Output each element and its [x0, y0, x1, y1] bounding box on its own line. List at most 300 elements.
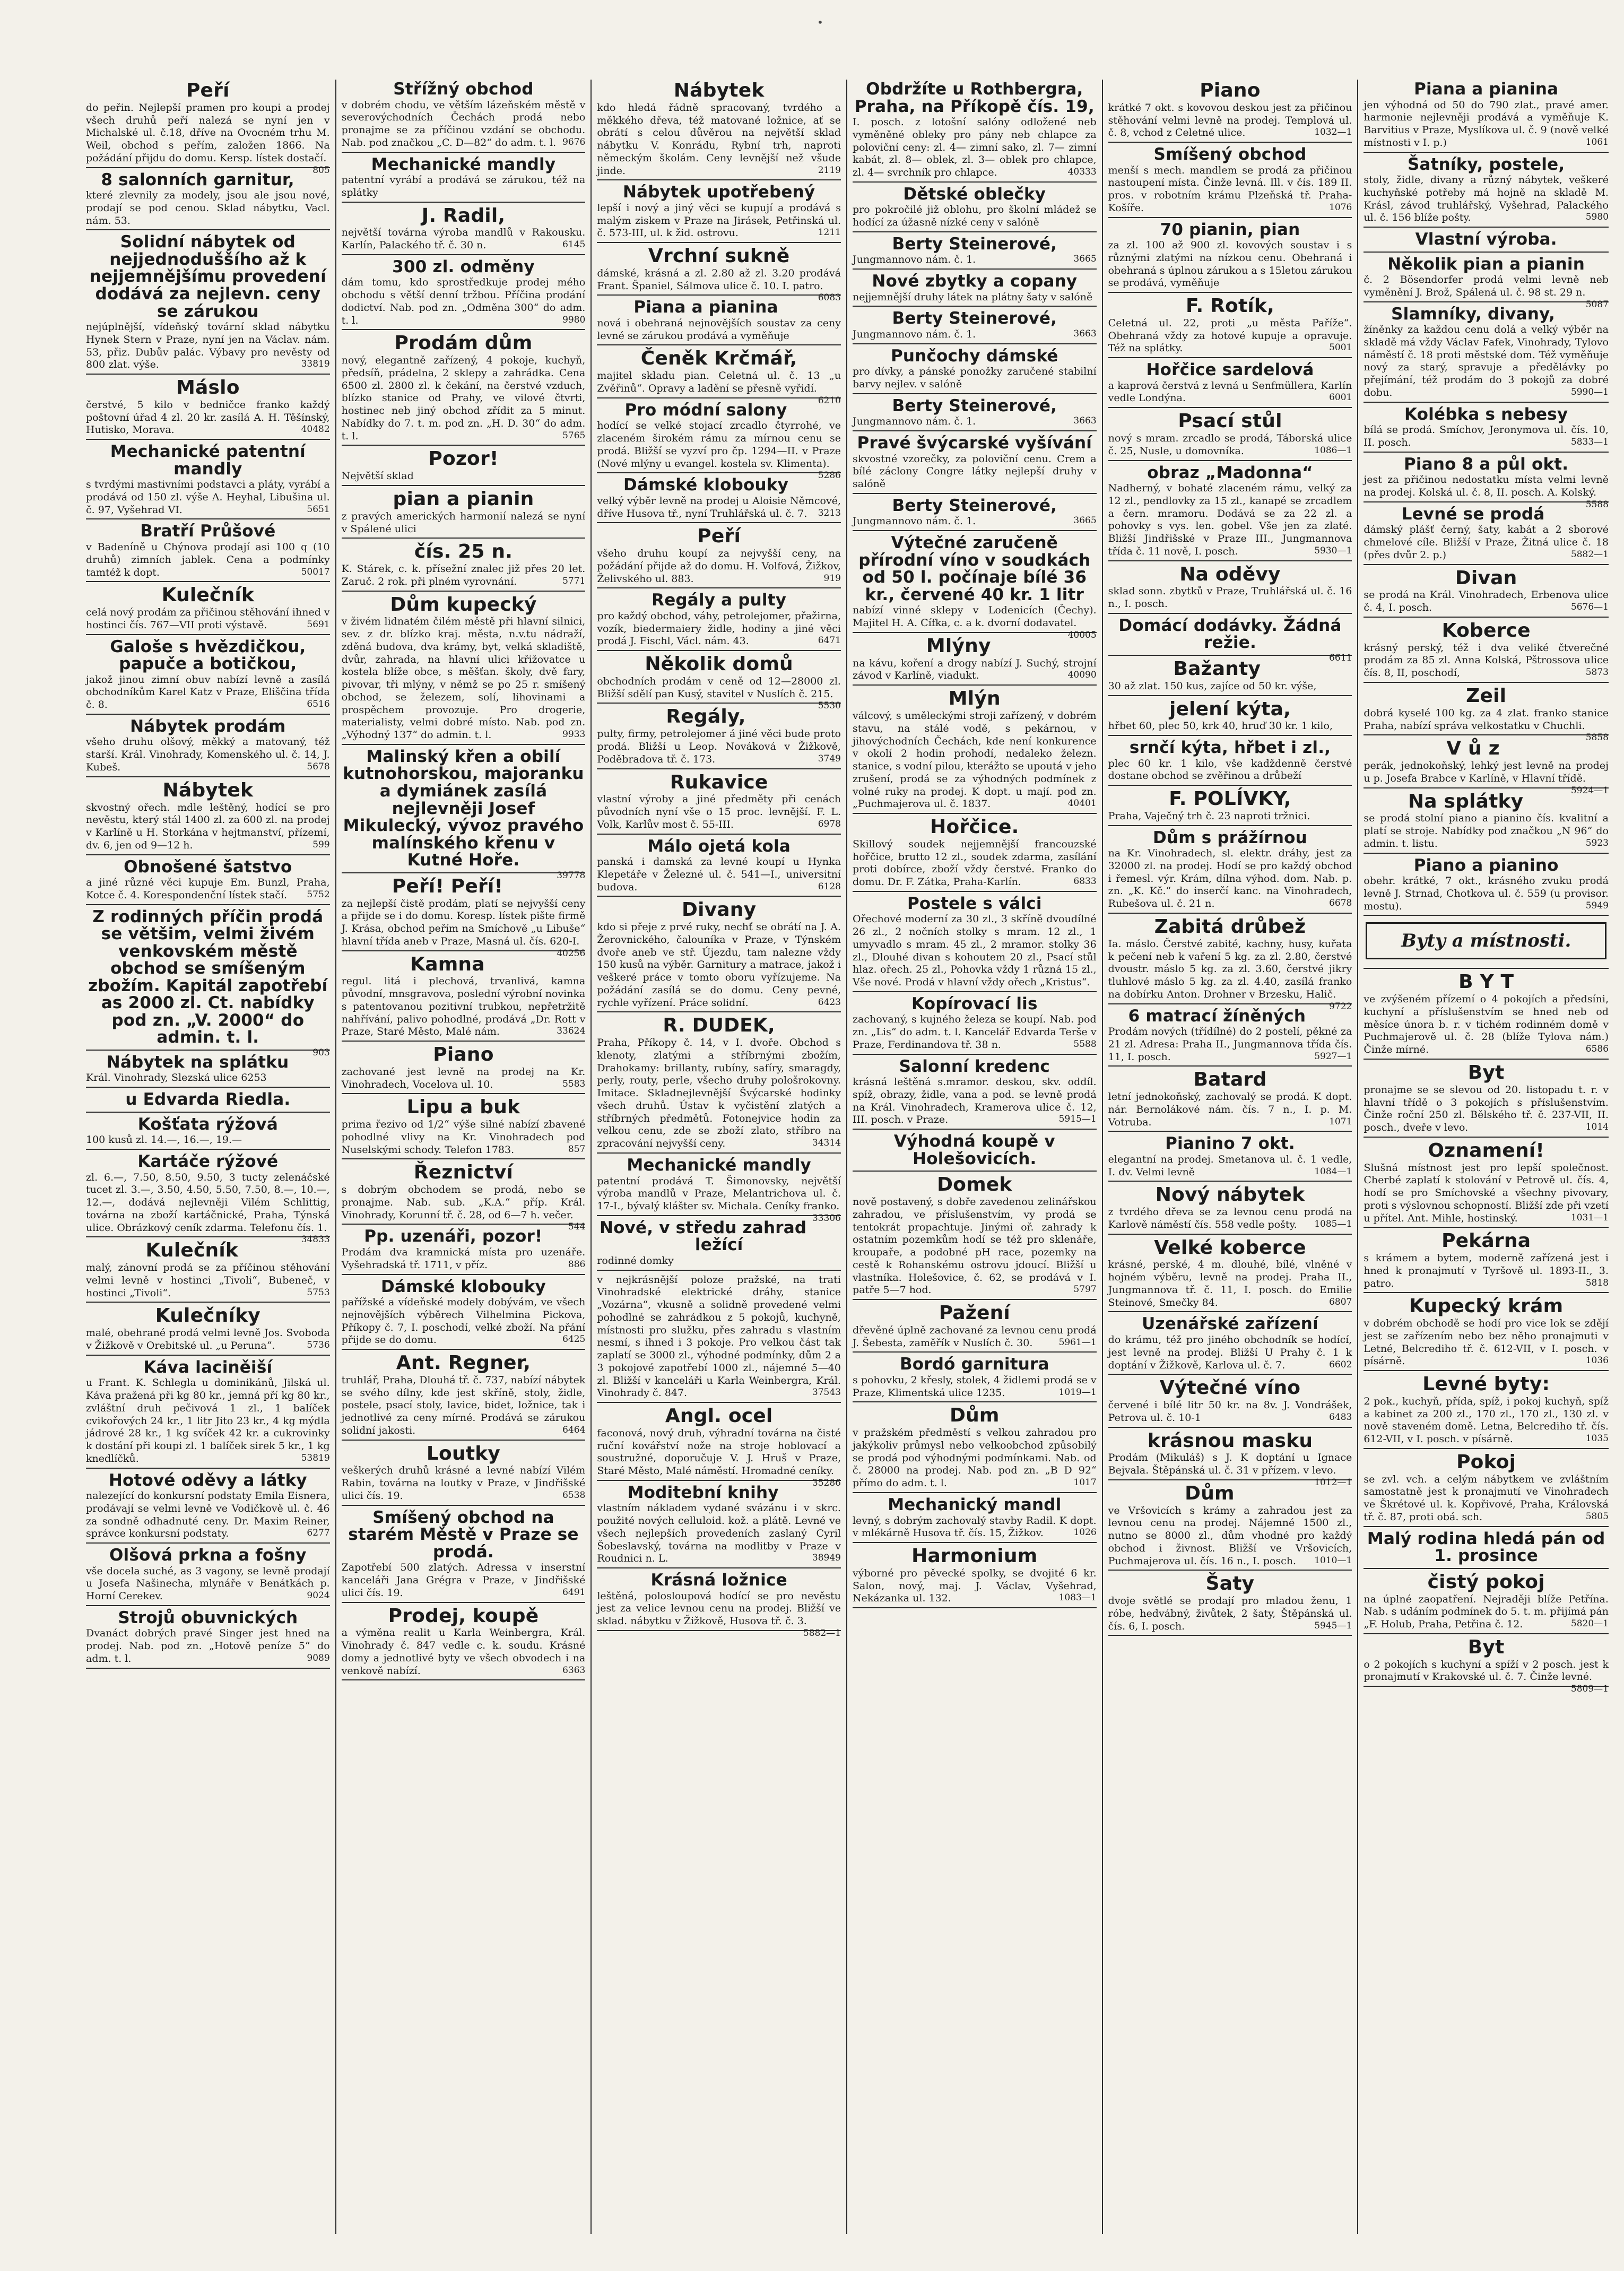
ad-number: 5961—1	[1058, 1337, 1097, 1348]
classified-ad	[853, 81, 1097, 183]
ad-number: 857	[568, 1143, 586, 1155]
ad-text: s krámem a bytem, moderně zařízená jest i hned k pronajmutí v Tyršově ul. 1893-II., 3. patro. 5818	[1364, 1252, 1609, 1289]
ad-headline: Divan	[1455, 567, 1517, 589]
ad-headline: Piano 8 a půl okt.	[1404, 454, 1569, 474]
classified-ad	[1108, 1315, 1352, 1375]
ad-text: stoly, židle, divany a různý nábytek, veškeré kuchyňské potřeby má hojně na skladě M. Krásl, závod truhlářský, Vyšehrad, Palackého ul. č. 156 blíže pošty. 5980	[1364, 174, 1609, 224]
classified-ad	[86, 718, 330, 777]
classified-ad	[853, 636, 1097, 686]
classified-ad	[86, 1306, 330, 1355]
ad-text: do peřin. Nejlepší pramen pro koupi a prodej všech druhů peří nalezá se nyní jen v Michalské ul. č.18, dříve na Ovocném trhu M. Weil, obchod s peřím, založen 1866. Na požádání přijdu do domu. Kersp. lístek dostačí. 805	[86, 101, 330, 176]
ad-text: a výměna realit u Karla Weinbergra, Král. Vinohrady č. 847 vedle c. k. soudu. Krásné domy a jednotlivé byty ve všech obvodech i na venkově nabízí. 6363	[341, 1627, 586, 1677]
ad-number: 6128	[818, 881, 841, 892]
ad-text: Celetná ul. 22, proti „u města Paříže“. Obehraná vždy za hotové kupuje a opravuje. Též na splátky. 5001	[1108, 317, 1352, 354]
ad-text: patentní vyrábí a prodává se zárukou, též na splátky	[341, 174, 586, 198]
ad-text: Prodám nových (třídílné) do 2 postelí, pěkné za 21 zl. Adresa: Praha II., Jungmannova třída čís. 11, I. posch. 5927—1	[1108, 1026, 1352, 1063]
classified-ad	[1108, 1070, 1352, 1132]
ad-text: plec 60 kr. 1 kilo, vše kadždenně čerstvé dostane obchod se zvěřinou a drůbeží	[1108, 757, 1352, 782]
ad-headline: Malý rodina hledá pán od 1. prosince	[1367, 1529, 1605, 1566]
ad-headline: Pravé švýcarské vyšívání	[857, 434, 1092, 453]
classified-ad	[1364, 1141, 1609, 1228]
ad-text: které zlevnily za modely, jsou ale jsou nové, prodají se pod cenou. Sklad nábytku, Vacl. nám. 53.	[86, 189, 330, 227]
ad-number: 5990—1	[1570, 386, 1609, 397]
ad-number: 599	[312, 839, 330, 850]
ad-headline: Galoše s hvězdičkou, papuče a botičkou,	[110, 637, 306, 674]
ad-headline: Berty Steinerové,	[892, 496, 1057, 515]
ad-text: v pražském předměstí s velkou zahradou pro jakýkoliv průmysl nebo velkoobchod způsobilý se prodá pod výhodnými podmínkami. Nab. od č. 28000 na prodej. Nab. pod zn. „B D 92“ přímo do adm. t. l. 1017	[852, 1427, 1097, 1489]
ad-headline: Piano a pianino	[1413, 855, 1559, 875]
classified-ad	[597, 476, 841, 523]
ad-headline: Košťata rýžová	[137, 1114, 278, 1134]
ad-headline: Berty Steinerové,	[892, 234, 1057, 254]
ad-text: zachované jest levně na prodej na Kr. Vinohradech, Vocelova ul. 10. 5583	[341, 1065, 586, 1090]
ad-number: 5820—1	[1570, 1618, 1609, 1629]
classified-ad	[1108, 81, 1352, 143]
ad-headline: Pažení	[939, 1302, 1010, 1324]
ad-headline: Nábytek	[162, 779, 254, 801]
ad-number: 1061	[1585, 136, 1609, 148]
classified-ad	[597, 184, 841, 243]
ad-headline: Obnošené šatstvo	[124, 857, 292, 877]
ad-text: dámský plášť černý, šaty, kabát a 2 sborové chmelové cíle. Bližší v Praze, Žitná ulice č. 18 (přes dvůr 2. p.) 5882—1	[1364, 524, 1609, 561]
ad-number: 1071	[1329, 1116, 1352, 1127]
ad-headline: Kartáče rýžové	[137, 1152, 279, 1172]
classified-ad	[342, 1045, 586, 1094]
ad-number: 6083	[818, 292, 841, 304]
classified-ad	[853, 995, 1097, 1055]
ad-headline: Divany	[682, 899, 757, 921]
ad-headline: Solidní nábytek od nejjednoduššího až k nejjemnějšímu provedení dodává za nejlevn. ceny se zárukou	[89, 232, 326, 321]
ad-text: a kaprová čerstvá z levná u Senfmüllera, Karlín vedle Londýna. 6001	[1108, 379, 1352, 404]
ad-headline: Nový nábytek	[1155, 1184, 1305, 1206]
ad-headline: Pozor!	[428, 448, 499, 470]
ad-text: dvoje světlé se prodají pro mladou ženu, 1 róbe, hedvábný, živůtek, 2 šaty, Štěpánská ul. čís. 6, I. posch. 5945—1	[1108, 1595, 1352, 1632]
ad-text: krásné, perské, 4 m. dlouhé, bílé, vlněné v hojném výběru, levně na prodej. Praha II., Jungmannova tř. č. 11, I. posch. do Emilie Steinové, Smečky 84. 6807	[1108, 1259, 1352, 1308]
classified-ad	[86, 1152, 330, 1245]
ad-headline: Mechanické patentní mandly	[110, 442, 306, 479]
classified-ad	[597, 1484, 841, 1568]
ad-headline: Kolébka s nebesy	[1404, 404, 1568, 424]
ad-number: 5087	[1585, 299, 1609, 310]
ad-text: rodinné domky	[597, 1254, 674, 1267]
ad-headline: F. POLÍVKY,	[1169, 788, 1291, 810]
ad-number: 5797	[1073, 1284, 1097, 1295]
ad-text: kdo si přeje z prvé ruky, nechť se obrátí na J. A. Žerovnického, čalouníka v Praze, v Týnském dvoře aneb ve stř. Újezdu, tam nalezne vždy 150 kusů na výběr. Garnitury a matrace, jakož i veškeré práce v tomto oboru vyřízujeme. Na požádání zasílá se do domu. Ceny pevné, rychle vyřízení. Práce solidní. 6423	[597, 921, 841, 1009]
classified-ad	[86, 1472, 330, 1544]
ad-headline: Dům	[950, 1405, 1000, 1427]
ad-number: 6611	[1329, 652, 1352, 663]
classified-ad	[597, 1016, 841, 1154]
classified-ad	[342, 258, 586, 331]
ad-headline: Prodám dům	[394, 332, 533, 354]
classified-ad	[1364, 1530, 1609, 1569]
ad-number: 9933	[562, 729, 586, 740]
ad-headline: 70 pianin, pian	[1160, 220, 1300, 239]
ad-headline: Punčochy dámské	[890, 346, 1058, 366]
ad-headline: Prodej, koupě	[388, 1605, 539, 1627]
ad-headline: 6 matrací žíněných	[1128, 1006, 1306, 1026]
classified-ad	[1108, 1429, 1352, 1488]
ad-headline: Několik pian a pianin	[1387, 254, 1585, 274]
classified-ad	[597, 1274, 841, 1403]
ad-number: 6471	[818, 635, 841, 646]
ad-text: 2 pok., kuchyň, přída, spíž, i pokoj kuchyň, spíž a kabinet za 200 zl., 170 zl., 170 zl., 130 zl. v nově staveném domě. Letna, Belcrediho tř. čís. 612-VII, v I. posch. v písárně. 1035	[1364, 1395, 1609, 1445]
classified-ad	[86, 859, 330, 905]
classified-ad	[86, 443, 330, 519]
ad-text: ve Vršovicích s krámy a zahradou jest za levnou cenu na prodej. Nájemné 1500 zl., nutno se 8000 zl., dům vhodné pro každý obchod i živnost. Bližší ve Vršovicích, Puchmajerova ul. čís. 16 n., I. posch. 1010—1	[1108, 1504, 1352, 1567]
ad-headline: Máslo	[176, 377, 240, 399]
classified-ad	[342, 1097, 586, 1159]
ad-number: 5980	[1585, 212, 1609, 223]
ad-text: Prodám (Mikuláš) s J. K doptání u Ignace Bejvala. Štěpánská ul. č. 31 v přízem. v levo. 1012—1	[1108, 1452, 1352, 1488]
classified-ad	[597, 653, 841, 712]
ad-text: v dobrém chodu, ve větším lázeňském městě v severovýchodních Čechách prodá nebo pronajme se za příčinou vzdání se obchodu. Nab. pod značkou „C. D—82“ do adm. t. l. 9676	[341, 99, 586, 149]
classified-ad	[1364, 231, 1609, 253]
classified-ad	[1364, 738, 1609, 796]
ad-text: všeho druhu koupí za nejvyšší ceny, na požádání přijde až do domu. H. Volfová, Žižkov, Želivského ul. 883. 919	[597, 548, 841, 585]
ad-headline: Hořčice.	[930, 816, 1019, 838]
ad-headline: Střížný obchod	[393, 80, 534, 99]
ad-text: Největší sklad	[341, 470, 414, 482]
ad-number: 1017	[1073, 1477, 1097, 1488]
ad-text: velký výběr levně na prodej u Aloisie Němcové, dříve Husova tř., nyní Truhlářská ul. č. 7. 3213	[597, 495, 841, 519]
ad-number: 1035	[1585, 1433, 1609, 1444]
classified-ad	[342, 489, 586, 539]
classified-ad	[597, 81, 841, 180]
classified-ad	[1108, 616, 1352, 663]
ad-headline: Malinský křen a obilí kutnohorskou, majoranku a dymiánek zasílá nejlevněji Josef Mikulecký, vývoz pravého malínského křenu v Kutné Hoře.	[343, 747, 584, 870]
ad-text: dřevěné úplně zachované za levnou cenu prodá J. Šebesta, zaměřík v Nuslích č. 30. 5961—1	[852, 1324, 1097, 1349]
ad-headline: Moditební knihy	[627, 1483, 779, 1502]
ad-number: 6001	[1329, 392, 1352, 403]
ad-headline: Batard	[1193, 1069, 1267, 1091]
classified-ad	[1364, 1231, 1609, 1293]
classified-ad	[1364, 81, 1609, 153]
classified-ad	[86, 1241, 330, 1303]
classified-ad	[1364, 857, 1609, 916]
ad-headline: Mlýn	[948, 688, 1001, 710]
ad-text: I. posch. z lotošní salóny odložené neb vyměněné obleky pro pány neb chlapce za poloviční ceny: zl. 4— zimní sako, zl. 7— zimní kabát, zl. 8— oblek, zl. 3— oblek pro chlapce, zl. 4— svrchník pro chlapce. 40333	[852, 116, 1097, 179]
ad-text: sklad sonn. zbytků v Praze, Truhlářská ul. č. 16 n., I. posch.	[1108, 585, 1352, 610]
ad-headline: čistý pokoj	[1427, 1571, 1545, 1593]
classified-ad	[1108, 1135, 1352, 1182]
ad-text: nový, elegantně zařízený, 4 pokoje, kuchyň, předsíň, prádelna, 2 sklepy a zahrádka. Cena 6500 zl. 2800 zl. k čekání, na čerstvé vzduch, blízko stanice od Prahy, ve vilové čtvrti, hostinec neb jiný obchod zřídit za 5 minut. Nabídky do 7. t. m. pod zn. „H. D. 30“ do adm. t. l. 5765	[341, 354, 586, 442]
ad-text: elegantní na prodej. Smetanova ul. č. 1 vedle, I. dv. Velmi levně 1084—1	[1108, 1153, 1352, 1178]
ad-number: 6210	[818, 395, 841, 406]
ad-text: jest za přičinou nedostatku místa velmi levně na prodej. Kolská ul. č. 8, II. posch. A. Kolský. 5588	[1364, 474, 1609, 510]
ad-text: krásná leštěná s.mramor. deskou, skv. oddíl. spíž, obrazy, židle, vana a pod. se levně prodá na Král. Vinohradech, Kramerova ulice č. 12, III. posch. v Praze. 5915—1	[852, 1076, 1097, 1126]
ad-headline: Smíšený obchod na starém Městě v Praze se prodá.	[348, 1507, 579, 1562]
ad-text: se prodá stolní piano a pianino čís. kvalitní a platí se stroje. Nabídky pod značkou „N 96“ do admin. t. listu. 5923	[1364, 812, 1609, 850]
ad-headline: Levné byty:	[1422, 1373, 1550, 1395]
ad-text: čerstvé, 5 kilo v bedničce franko každý poštovní úřad 4 zl. 20 kr. zasílá A. H. Těšínský, Hutisko, Morava. 40482	[86, 398, 330, 436]
ad-headline: Nábytek prodám	[130, 716, 286, 736]
section-heading: Byty a místnosti.	[1366, 922, 1606, 959]
ad-text: prima řezivo od 1/2“ výše silné nabízí zbavené pohodlné vlivy na Kr. Vinohradech pod Nuselskými schody. Telefon 1783. 857	[341, 1119, 586, 1156]
ad-text: Jungmannovo nám. č. 1. 3665	[852, 515, 1097, 527]
classified-ad	[1108, 829, 1352, 914]
ad-number: 5882—1	[803, 1627, 841, 1639]
column-2	[336, 80, 592, 2234]
ad-headline: Kupecký krám	[1409, 1295, 1564, 1317]
ad-number: 1083—1	[1058, 1592, 1097, 1603]
classified-ad	[853, 435, 1097, 494]
ad-number: 1211	[818, 227, 841, 238]
classified-ad	[1108, 699, 1352, 736]
classified-ad	[853, 1356, 1097, 1402]
classified-ad	[853, 397, 1097, 431]
ad-text: pro pokročilé již oblohu, pro školní mládež se hodící za úžasně nízké ceny v salóně	[852, 204, 1097, 229]
ad-text: 30 až zlat. 150 kus, zajíce od 50 kr. výše,	[1108, 680, 1317, 692]
ad-text: menší s mech. mandlem se prodá za přičinou nastoupení místa. Činže levná. Ill. v čís. 189 II. pros. v robotním krámu Plzeňská tř. Praha-Košíře. 1076	[1108, 164, 1352, 214]
ad-headline: Několik domů	[645, 653, 793, 675]
ad-headline: Nábytek na splátku	[106, 1052, 289, 1072]
ad-number: 6277	[307, 1528, 330, 1539]
classified-ad	[1108, 1484, 1352, 1571]
ad-text: pulty, firmy, petrolejomer á jiné věci bude proto prodá. Bližší u Leop. Nováková v Žižkově, Poděbradova tř. č. 173. 3749	[597, 728, 841, 765]
classified-ad	[1108, 659, 1352, 696]
classified-ad	[597, 348, 841, 406]
ad-text: Nadherný, v bohaté zlaceném rámu, velký za 12 zl., pendlovky za 15 zl., kanapé se zrcadlem a čern. mramoru. Dodává se za 22 zl. a pohovky s vys. len. gobel. Vše jen za zlaté. Bližší Jindřišské v Praze III., Jungmannova třída č. 11 nově, I. posch. 5930—1	[1108, 482, 1352, 557]
classified-ad	[853, 236, 1097, 270]
classified-ad	[853, 689, 1097, 814]
ad-headline: Výhodná koupě v Holešovicích.	[893, 1132, 1055, 1168]
classified-ad	[597, 707, 841, 769]
ad-number: 886	[568, 1259, 586, 1270]
ad-columns	[81, 80, 1614, 2234]
classified-ad	[86, 1609, 330, 1669]
ad-headline: Nábytek	[673, 80, 765, 101]
ad-text: v živém lidnatém čilém městě při hlavní silnici, sev. z dr. blízko kraj. města, n.v.tu nádraží, zděná budova, dva krámy, byt, velká skladiště, dvůr, zahrada, na hlavní ulici křižovatce u kostela blíže obce, s měšťan. školy, dvě fary, pivovar, tři mlýny, v němž se po 25 r. smíšený obchod, se železem, solí, lihovinami a prospěchem provozuje. Pro drogerie, materialisty, velmi dobré místo. Nab. pod zn. „Výhodný 137“ do admin. t. l. 9933	[341, 616, 586, 741]
classified-ad	[342, 333, 586, 446]
classified-ad	[1364, 621, 1609, 683]
ad-number: 9980	[562, 314, 586, 325]
ad-headline: Kulečník	[161, 584, 255, 606]
ad-text: červené i bílé litr 50 kr. na 8v. J. Vondrášek, Petrova ul. č. 10-1 6483	[1108, 1399, 1352, 1424]
ad-number: 5949	[1585, 900, 1609, 911]
ad-text: hřbet 60, plec 50, krk 40, hruď 30 kr. 1 kilo,	[1108, 720, 1333, 732]
classified-ad	[1108, 1008, 1352, 1067]
ad-text: nejúplnější, vídeňský tovární sklad nábytku Hynek Stern v Praze, nyní jen na Václav. nám. 53, přiz. Dubův palác. Výbavy pro nevěsty od 800 zlat. výše. 33819	[86, 321, 330, 371]
ad-headline: Dům kupecký	[390, 593, 537, 616]
ad-text: nový s mram. zrcadlo se prodá, Táborská ulice č. 25, Nusle, u domovníka. 1086—1	[1108, 432, 1352, 457]
ad-headline: u Edvarda Riedla.	[125, 1090, 291, 1110]
ad-number: 33819	[301, 359, 330, 370]
ad-number: 1085—1	[1314, 1218, 1352, 1229]
classified-ad	[342, 81, 586, 153]
ad-text: truhlář, Praha, Dlouhá tř. č. 737, nabízí nábytek se svého dílny, kde jest skříně, stoly, židle, postele, psací stoly, lavice, bidet, ložnice, tak i jednotlivé za ceny mírné. Prodává se zárukou solidní jakosti. 6464	[341, 1374, 586, 1436]
ad-headline: Dámské klobouky	[623, 475, 788, 495]
ad-text: krátké 7 okt. s kovovou deskou jest za přičinou stěhování velmi levně na prodej. Templová ul. č. 8, vchod z Celetné ulice. 1032—1	[1108, 101, 1352, 139]
page-top-mark: •	[817, 16, 823, 29]
ad-headline: Pianino 7 okt.	[1165, 1134, 1295, 1154]
ad-number: 38949	[812, 1553, 841, 1564]
ad-headline: Šaty	[1205, 1573, 1255, 1595]
ad-headline: Peří! Peří!	[392, 875, 503, 897]
ad-headline: Oznamení!	[1428, 1139, 1544, 1161]
classified-ad	[853, 1303, 1097, 1353]
ad-text: dámské, krásná a zl. 2.80 až zl. 3.20 prodává Frant. Španiel, Sálmova ulice č. 10. I. patro. 6083	[597, 267, 841, 304]
ad-text: Skillový soudek nejjemnější francouzské hořčice, brutto 12 zl., soudek zdarma, zasílání proti dobírce, zboží vždy čerstvé. Franko do domu. Dr. F. Zátka, Praha-Karlín. 6833	[852, 838, 1097, 888]
classified-ad	[342, 449, 586, 486]
ad-headline: srnčí kýta, hřbet i zl.,	[1129, 738, 1331, 758]
ad-text: celá nový prodám za přičinou stěhování ihned v hostinci čís. 767—VII proti výstavě. 5691	[86, 606, 330, 631]
ad-number: 6538	[562, 1489, 586, 1501]
classified-ad	[1108, 1378, 1352, 1427]
classifieds-page	[81, 80, 1614, 2234]
ad-text: s tvrdými mastivními podstavci a pláty, vyrábí a prodává od 150 zl. výše A. Heyhal, Libušina ul. č. 97, Vyšehrad VI. 5651	[86, 479, 330, 516]
ad-number: 5286	[818, 470, 841, 481]
ad-text: zl. 6.—, 7.50, 8.50, 9.50, 3 tucty zelenáčské tucet zl. 3.—, 3.50, 4.50, 5.50, 7.50, 8.—, 10.—, 12.—, dodává nejlevněji Vilém Schlittig, továrna na zboží kartáčnické, Praha, Týnská ulice. Obrázkový ceník zdarma. Telefonu čís. 1. 34833	[86, 1171, 330, 1245]
ad-text: za nejlepší čistě prodám, platí se nejvyšší ceny a přijde se i do domu. Koresp. lístek pište firmě J. Krása, obchod peřím na Smíchově „u Libuše“ hlavní třída aneb v Praze, Masná ul. čís. 620-I. 40256	[341, 897, 586, 959]
ad-headline: Hořčice sardelová	[1146, 360, 1314, 380]
ad-headline: Šatníky, postele,	[1407, 154, 1565, 174]
ad-headline: Domek	[937, 1174, 1012, 1196]
ad-text: hodící se velké stojací zrcadlo čtyrrohé, ve zlaceném širokém rámu za mírnou cenu se prodá. Bližší se vyzví pro čp. 1294—II. v Praze (Nové mlýny u evangel. kostela sv. Klimenta). 5286	[597, 420, 841, 481]
classified-ad	[86, 638, 330, 715]
ad-text: malý, zánovní prodá se za příčinou stěhování velmi levně v hostinci „Tivoli“, Bubeneč, v hostinci „Tivoli“. 5753	[86, 1262, 330, 1299]
ad-headline: pian a pianin	[393, 488, 534, 510]
ad-text: obchodních prodám v ceně od 12—28000 zl. Bližší sdělí pan Kusý, stavitel v Nuslích č. 215. 5530	[597, 675, 841, 712]
ad-number: 3213	[818, 507, 841, 518]
ad-headline: Z rodinných příčin prodá se většim, velmi živém venkovském městě obchod se smíšeným zbožím. Kapitál zapotřebí as 2000 zl. Ct. nabídky pod zn. „V. 2000“ do admin. t. l.	[88, 907, 328, 1047]
ad-headline: krásnou masku	[1147, 1429, 1313, 1452]
ad-number: 1086—1	[1314, 445, 1352, 456]
ad-headline: Peří	[186, 80, 230, 101]
ad-number: 6833	[1073, 876, 1097, 887]
ad-headline: Řeznictví	[413, 1161, 514, 1184]
ad-text: vlastní výroby a jiné předměty při cenách původních nyní vše o 15 proc. levnější. F. L. Volk, Karlův most č. 55-III. 6978	[597, 793, 841, 830]
classified-ad	[597, 1405, 841, 1488]
classified-ad	[342, 955, 586, 1042]
classified-ad	[597, 838, 841, 897]
ad-number: 3665	[1073, 515, 1097, 526]
ad-headline: Zabitá drůbež	[1154, 915, 1306, 938]
ad-text: malé, obehrané prodá velmi levně Jos. Svoboda v Žižkově v Orebitské ul. „u Peruna“. 5736	[86, 1327, 330, 1351]
classified-ad	[1364, 1572, 1609, 1634]
ad-number: 1026	[1073, 1527, 1097, 1538]
ad-headline: Ant. Regner,	[396, 1352, 531, 1374]
ad-number: 6586	[1585, 1044, 1609, 1055]
classified-ad	[1364, 254, 1609, 310]
ad-number: 6978	[818, 818, 841, 829]
classified-ad	[597, 1155, 841, 1224]
classified-ad	[342, 1444, 586, 1506]
ad-text: lepší i nový a jiný věci se kupují a prodává s malým ziskem v Praze na Jirásek, Petřinská ul. č. 573-III, ul. k žid. ostrovu. 1211	[597, 202, 841, 239]
ad-text: o 2 pokojích s kuchyní a spíží v 2 posch. jest k pronajmutí v Krakovské ul. č. 7. Činže levné. 5809—1	[1364, 1658, 1609, 1695]
ad-text: skvostné vzorečky, za poloviční cenu. Crem a bílé záclony Congre látky nejlepší druhy v salóně	[852, 453, 1097, 490]
ad-number: 34314	[812, 1138, 841, 1149]
ad-text: Ia. máslo. Čerstvé zabité, kachny, husy, kuřata k pečení neb k vaření 5 kg. za zl. 2.80, čerstvé dvoustr. máslo 5 kg. za zl. 3.60, čerstvé jikry tluhlové máslo 5 kg. za zl. 4.40, zasílá franko na dobírku Anton. Drohner v Brzesku, Halič. 9722	[1108, 938, 1352, 1012]
ad-text: Jungmannovo nám. č. 1. 3665	[852, 254, 1097, 266]
ad-text: kdo hledá řádně spracovaný, tvrdého a měkkého dřeva, též matované ložnice, ať se obrátí s celou důvěrou na největší sklad nábytku V. Konrádu, Rybní trh, naproti německým školám. Ceny levnější než všude jinde. 2119	[597, 101, 841, 177]
classified-ad	[86, 378, 330, 440]
ad-text: vlastním nákladem vydané svázánu i v skrc. použité nových celluloid. kož. a plátě. Levné ve všech nejlepších provedeních zaslaný Cyril Šobeslavský, továrna na modlitby v Praze v Roudnici n. L. 38949	[597, 1502, 841, 1565]
ad-text: bílá se prodá. Smíchov, Jeronymova ul. čís. 10, II. posch. 5833—1	[1364, 424, 1609, 449]
classified-ad	[1364, 972, 1609, 1060]
ad-number: 6807	[1329, 1296, 1352, 1307]
ad-number: 1036	[1585, 1355, 1609, 1366]
classified-ad	[597, 299, 841, 345]
ad-text: na kávu, koření a drogy nabízí J. Suchý, strojní závod v Karlíně, viadukt. 40090	[852, 657, 1097, 682]
ad-text: Král. Vinohrady, Slezská ulice 6253	[86, 1072, 267, 1084]
ad-text: se zvl. vch. a celým nábytkem ve zvláštním samostatně jest k pronajmutí ve Vinohradech ve Škrétové ul. k. Kopřivové, Praha, Královská tř. č. 87, proti obá. sch. 5805	[1364, 1473, 1609, 1523]
ad-number: 5818	[1585, 1277, 1609, 1288]
ad-headline: Na splátky	[1408, 790, 1524, 812]
ad-headline: F. Rotík,	[1186, 295, 1274, 317]
ad-number: 1014	[1585, 1122, 1609, 1132]
ad-headline: Piana a pianina	[1414, 80, 1559, 99]
ad-text: ve zvýšeném přízemí o 4 pokojích a předsíni, kuchyní a příslušenstvím se hned neb od měsíce února b. r. v tichém rodinném domě v Puchmajerově ul. č. 28 (blíže Tylova nám.) Činže mírné. 6586	[1364, 993, 1609, 1056]
ad-number: 40333	[1067, 167, 1097, 178]
classified-ad	[1364, 792, 1609, 854]
ad-text: Dvanáct dobrých pravé Singer jest hned na prodej. Nab. pod zn. „Hotově peníze 5“ do adm. t. l. 9089	[86, 1627, 330, 1665]
ad-headline: Byt	[1467, 1061, 1505, 1084]
ad-headline: Regály,	[666, 706, 746, 728]
classified-ad	[597, 1571, 841, 1639]
classified-ad	[86, 585, 330, 635]
ad-text: nově postavený, s dobře zavedenou zelinářskou zahradou, ve příslušenstvím, vy prodá se tentokrát propachtuje. Jinými oř. zahrady k ostatním pozemkům hodí se též pro sklenáře, kroupaře, a podobné pH race, pozemky na cestě k Rohanskému ostrovu jdoucí. Bližší u vlastníka. Holešovice, č. 62, se prodává v I. patře 5—7 hod. 5797	[852, 1196, 1097, 1296]
ad-text: dobrá kyselé 100 kg. za 4 zlat. franko stanice Praha, nabízí správa velkostatku v Chuchli. 5858	[1364, 707, 1609, 743]
ad-headline: Dům s prážírnou	[1153, 828, 1307, 847]
ad-headline: Káva laciněiší	[143, 1357, 273, 1377]
ad-number: 6602	[1329, 1359, 1352, 1370]
classified-ad	[342, 747, 586, 881]
ad-number: 37543	[812, 1387, 841, 1398]
ad-headline: Výtečné víno	[1159, 1377, 1301, 1399]
ad-headline: Nábytek upotřebený	[623, 183, 815, 202]
classified-ad	[853, 186, 1097, 232]
ad-headline: B Y T	[1458, 971, 1514, 993]
ad-headline: Kamna	[410, 953, 485, 975]
classified-ad	[1108, 464, 1352, 561]
ad-number: 5691	[307, 619, 330, 630]
ad-number: 40090	[1067, 670, 1097, 681]
ad-number: 5927—1	[1314, 1051, 1352, 1062]
classified-ad	[341, 1161, 586, 1233]
classified-ad	[342, 1353, 586, 1441]
classified-ad	[1108, 361, 1352, 408]
ad-headline: čís. 25 n.	[414, 541, 513, 563]
ad-headline: Bažanty	[1173, 657, 1261, 680]
ad-number: 5873	[1585, 667, 1609, 678]
ad-text: v dobrém obchodě se hodí pro vice lok se zdějí jest se zařízením nebo bez něho pronajmuti v Letné, Belcrediho tř. č. 612-VII, v I. posch. v písárně. 1036	[1364, 1317, 1609, 1367]
ad-headline: Mlýny	[926, 635, 991, 657]
classified-ad	[1108, 221, 1352, 293]
ad-text: zachovaný, s kujného železa se koupí. Nab. pod zn. „Lis“ do adm. t. l. Kancelář Edvarda Terše v Praze, Ferdinandova tř. 38 n. 5588	[852, 1013, 1097, 1051]
classified-ad	[597, 773, 841, 835]
ad-number: 6483	[1329, 1411, 1352, 1423]
ad-number: 1010—1	[1314, 1555, 1352, 1566]
ad-number: 3663	[1073, 328, 1097, 340]
ad-headline: Regály a pulty	[652, 591, 787, 610]
classified-ad	[86, 80, 330, 176]
ad-number: 5833—1	[1570, 437, 1609, 448]
ad-text: Zapotřebí 500 zlatých. Adressa v inserstní kanceláři Jana Grégra v Praze, v Jindřišské ulici čís. 19. 6491	[341, 1562, 586, 1599]
ad-number: 6423	[818, 996, 841, 1008]
ad-text: jakož jinou zimní obuv nabízí levně a zasílá obchodníkům Karel Katz v Praze, Eliščina třída č. 8. 6516	[86, 673, 330, 711]
ad-headline: obraz „Madonna“	[1147, 463, 1313, 482]
classified-ad	[853, 497, 1097, 531]
ad-number: 6464	[562, 1424, 586, 1435]
ad-text: 100 kusů zl. 14.—, 16.—, 19.—	[86, 1134, 242, 1146]
ad-number: 5771	[562, 575, 586, 586]
ad-number: 9676	[562, 136, 586, 148]
ad-text: nalezející do konkursní podstaty Emila Eisnera, prodávají se velmi levně ve Vodičkově ul. č. 46 za sondně odhadnuté ceny. Dr. Maxim Reiner, správce konkursní podstaty. 6277	[86, 1490, 330, 1540]
ad-headline: Berty Steinerové,	[892, 396, 1057, 415]
ad-headline: R. DUDEK,	[663, 1015, 775, 1037]
ad-number: 40482	[301, 424, 330, 435]
